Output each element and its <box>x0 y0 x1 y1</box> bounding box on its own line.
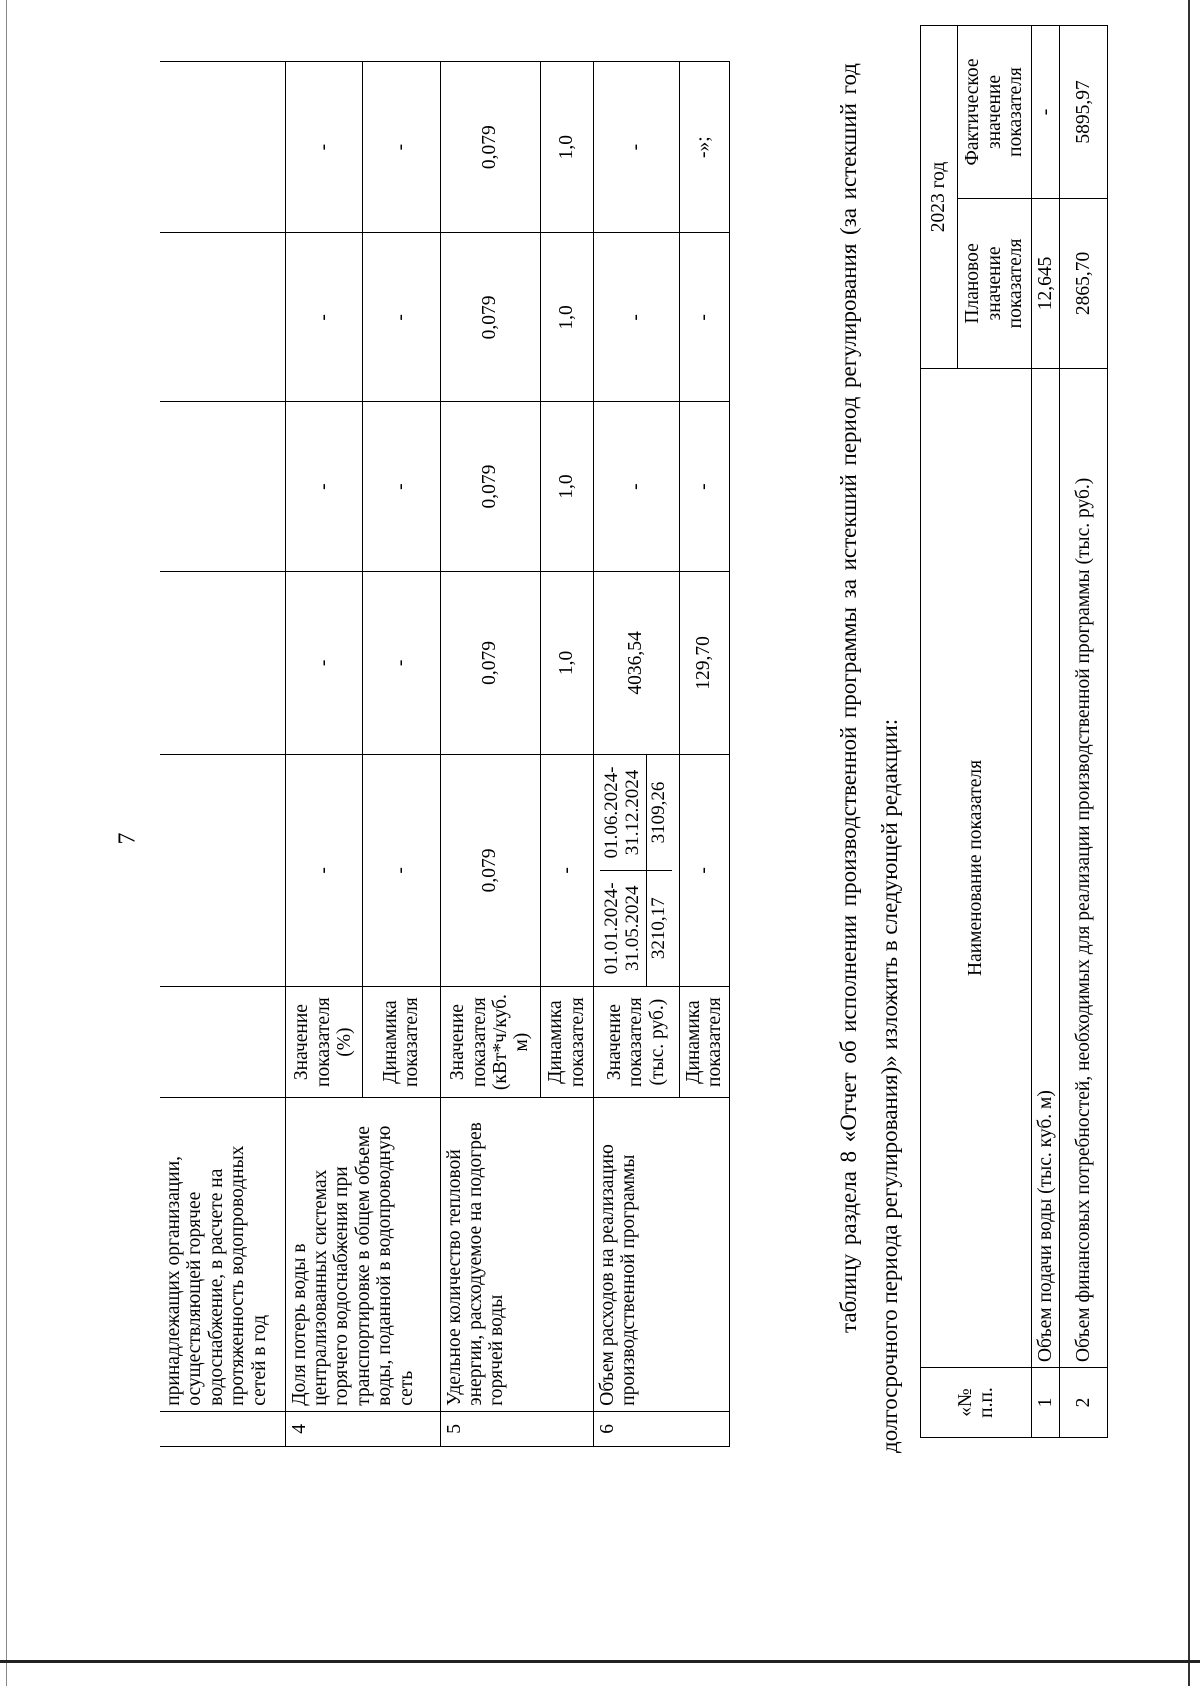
row-number: 4 <box>285 1411 440 1446</box>
value-cell: -»; <box>679 62 729 233</box>
value-cell <box>160 62 285 233</box>
row-number: 1 <box>1032 1368 1060 1438</box>
value-cell: 129,70 <box>679 571 729 754</box>
value-cell: 0,079 <box>440 755 540 987</box>
header-year: 2023 год <box>921 26 958 369</box>
indicator-subtype: Значение показателя (кВт*ч/куб. м) <box>440 986 540 1098</box>
table-row <box>440 62 540 1447</box>
indicator-subtype: Значение показателя (тыс. руб.) <box>593 986 679 1098</box>
period-split-cell <box>593 755 679 987</box>
value-cell: 1,0 <box>540 62 593 233</box>
page-number: 7 <box>114 832 141 845</box>
indicator-subtype: Динамика показателя <box>540 986 593 1098</box>
row-number: 2 <box>1060 1368 1108 1438</box>
row-number <box>160 1411 285 1446</box>
plan-value: 12,645 <box>1032 198 1060 368</box>
plan-value: 2865,70 <box>1060 198 1108 368</box>
value-cell: - <box>593 233 679 402</box>
amendment-paragraph: таблицу раздела 8 «Отчет об исполнении производственной программы за истекший период регулирования (за истекший год долгосрочного периода регулирования)» изложить в следующей редакции: <box>836 63 902 1453</box>
indicator-name: принадлежащих организации, осуществляющей горячее водоснабжение, в расчете на протяженность водопроводных сетей в год <box>160 1098 285 1411</box>
indicator-name: Объем финансовых потребностей, необходимых для реализации производственной программы (тыс. руб.) <box>1060 368 1108 1367</box>
value-cell: - <box>679 233 729 402</box>
row-number: 5 <box>440 1411 593 1446</box>
value-cell <box>160 402 285 571</box>
value-cell <box>160 755 285 987</box>
value-cell: - <box>285 402 362 571</box>
table-row <box>285 62 362 1447</box>
value-cell: - <box>362 233 440 402</box>
table-row <box>1060 26 1108 1438</box>
value-cell: - <box>285 62 362 233</box>
value-cell: - <box>362 571 440 754</box>
indicator-name: Объем подачи воды (тыс. куб. м) <box>1032 368 1060 1367</box>
value-cell: - <box>593 62 679 233</box>
period-2-amount: 3109,26 <box>646 755 671 870</box>
value-cell: 0,079 <box>440 233 540 402</box>
period-2: 01.06.2024-31.12.2024 <box>600 755 646 870</box>
value-cell: - <box>679 402 729 571</box>
fact-value: - <box>1032 26 1060 199</box>
header-name: Наименование показателя <box>921 368 1032 1367</box>
value-cell: - <box>540 755 593 987</box>
table-row <box>160 62 285 1447</box>
value-cell <box>160 571 285 754</box>
header-fact: Фактическое значение показателя <box>958 26 1032 199</box>
value-cell: - <box>285 233 362 402</box>
value-cell: 1,0 <box>540 402 593 571</box>
value-cell: 4036,54 <box>593 571 679 754</box>
period-1-amount: 3210,17 <box>647 897 669 960</box>
period-split-table <box>600 755 672 986</box>
value-cell: - <box>362 62 440 233</box>
report-table <box>920 25 1108 1438</box>
value-cell <box>160 233 285 402</box>
table-header-row <box>921 26 958 1438</box>
indicator-name: Удельное количество тепловой энергии, расходуемое на подогрев горячей воды <box>440 1098 593 1411</box>
indicator-subtype: Динамика показателя <box>362 986 440 1098</box>
value-cell: 0,079 <box>440 62 540 233</box>
period-1: 01.01.2024-31.05.2024 <box>600 870 646 985</box>
value-cell: - <box>679 755 729 987</box>
value-cell: - <box>285 755 362 987</box>
value-cell: 0,079 <box>440 402 540 571</box>
table-row <box>1032 26 1060 1438</box>
row-number: 6 <box>593 1411 729 1446</box>
indicators-table <box>160 61 730 1447</box>
header-plan: Плановое значение показателя <box>958 198 1032 368</box>
value-cell: 1,0 <box>540 233 593 402</box>
value-cell: - <box>362 755 440 987</box>
value-cell: - <box>593 402 679 571</box>
scan-edge-bottom <box>0 1660 1200 1663</box>
indicator-name: Доля потерь воды в централизованных системах горячего водоснабжения при транспортировке в общем объеме воды, поданной в водопроводную сеть <box>285 1098 440 1411</box>
fact-value: 5895,97 <box>1060 26 1108 199</box>
value-cell: - <box>362 402 440 571</box>
value-cell: - <box>285 571 362 754</box>
table-row <box>593 62 679 1447</box>
indicator-subtype: Значение показателя (%) <box>285 986 362 1098</box>
indicator-subtype <box>160 986 285 1098</box>
indicator-name: Объем расходов на реализацию производственной программы <box>593 1098 729 1411</box>
indicator-subtype: Динамика показателя <box>679 986 729 1098</box>
value-cell: 1,0 <box>540 571 593 754</box>
value-cell: 0,079 <box>440 571 540 754</box>
header-num: «№ п.п. <box>921 1368 1032 1438</box>
